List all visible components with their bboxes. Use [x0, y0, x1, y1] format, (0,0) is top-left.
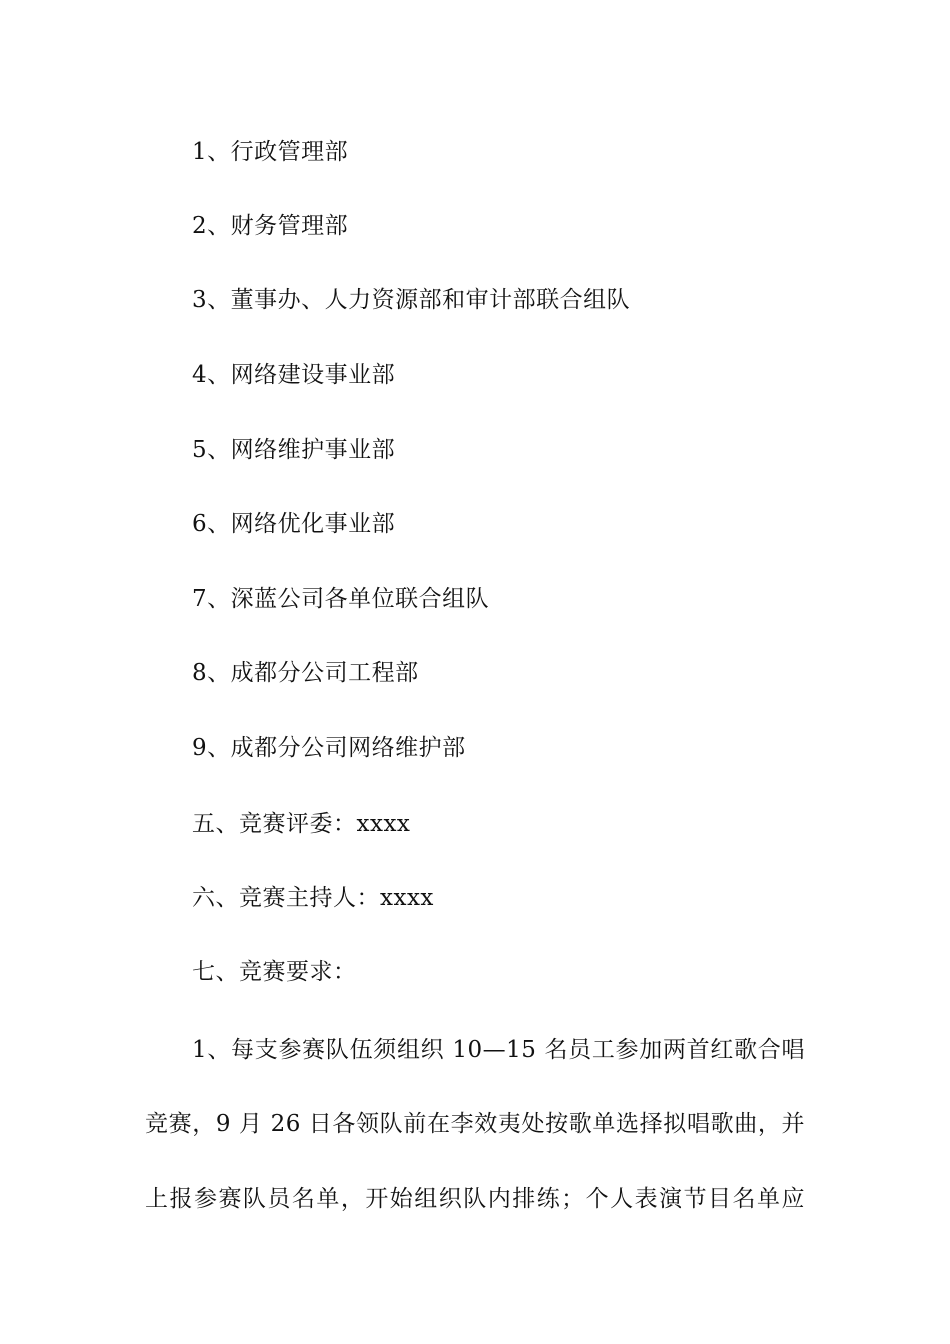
list-item-9: 9、成都分公司网络维护部 [192, 735, 466, 761]
requirements-heading: 七、竞赛要求： [192, 959, 357, 985]
list-item-8: 8、成都分公司工程部 [192, 660, 419, 686]
list-item-7: 7、深蓝公司各单位联合组队 [192, 586, 490, 612]
requirement-1-line-1: 1、每支参赛队伍须组织 10—15 名员工参加两首红歌合唱 [192, 1037, 805, 1063]
list-item-2: 2、财务管理部 [192, 213, 349, 239]
list-item-5: 5、网络维护事业部 [192, 437, 396, 463]
list-item-4: 4、网络建设事业部 [192, 362, 396, 388]
requirement-1-line-3: 上报参赛队员名单，开始组织队内排练；个人表演节目名单应 [145, 1186, 805, 1212]
list-item-6: 6、网络优化事业部 [192, 511, 396, 537]
host-line: 六、竞赛主持人：xxxx [192, 885, 434, 911]
list-item-3: 3、董事办、人力资源部和审计部联合组队 [192, 287, 631, 313]
judges-line: 五、竞赛评委：xxxx [192, 811, 411, 837]
requirement-1-line-2: 竞赛，9 月 26 日各领队前在李效夷处按歌单选择拟唱歌曲，并 [145, 1111, 805, 1137]
list-item-1: 1、行政管理部 [192, 139, 349, 165]
